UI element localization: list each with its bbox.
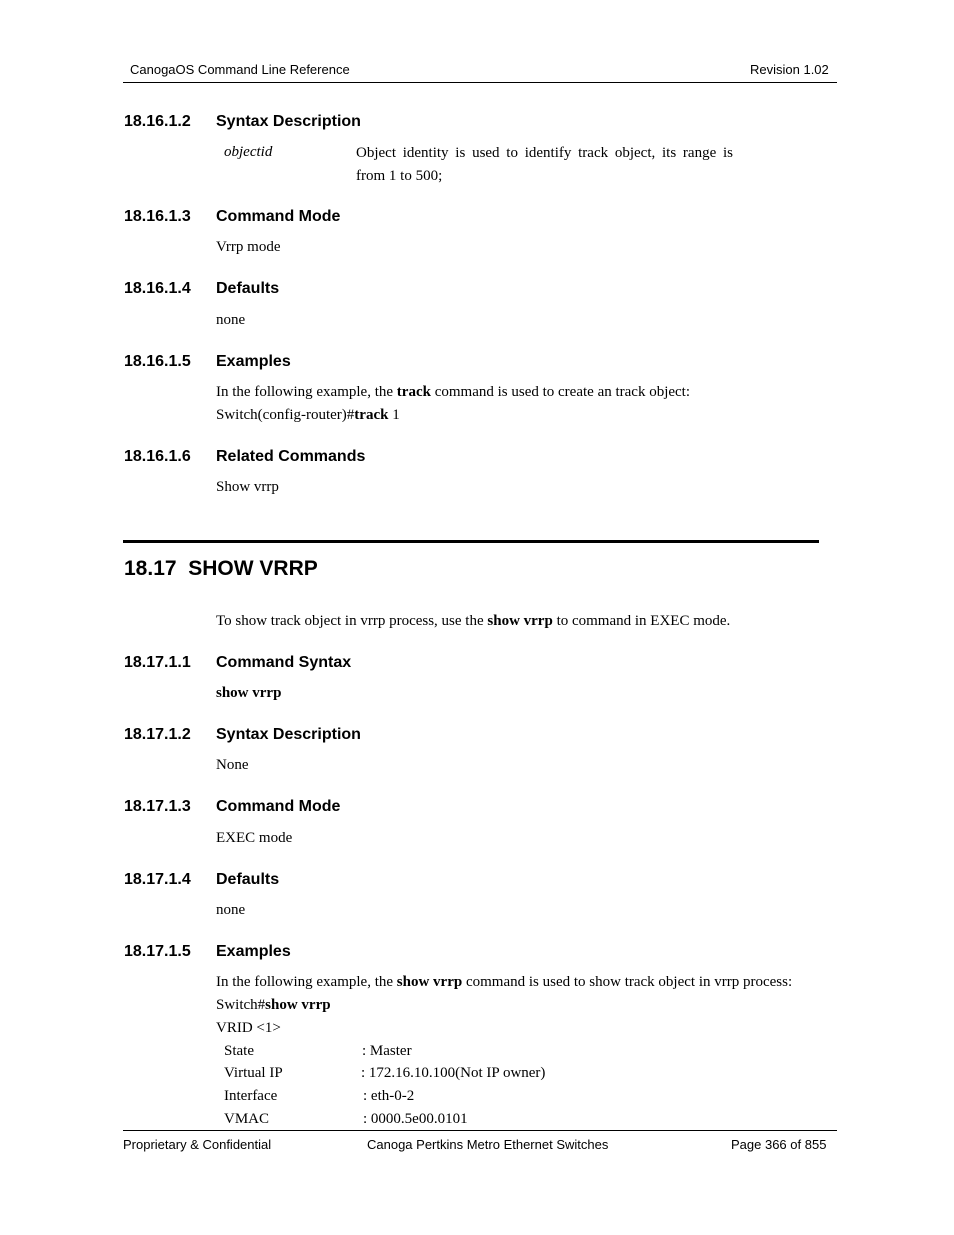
section-number: 18.16.1.5 bbox=[124, 353, 191, 370]
output-value: : Master bbox=[362, 1043, 412, 1059]
section-rule bbox=[123, 540, 819, 543]
output-label: Interface bbox=[224, 1088, 278, 1104]
footer-confidential: Proprietary & Confidential bbox=[123, 1137, 272, 1152]
section-number: 18.17.1.1 bbox=[124, 654, 191, 671]
section-title: Examples bbox=[216, 353, 291, 370]
param-name: objectid bbox=[224, 144, 273, 160]
output-vrid: VRID <1> bbox=[216, 1020, 281, 1036]
section-number: 18.17.1.3 bbox=[124, 798, 191, 815]
output-label: State bbox=[224, 1043, 254, 1059]
output-label: VMAC bbox=[224, 1111, 270, 1127]
section-title: Examples bbox=[216, 943, 291, 960]
header-rule bbox=[123, 82, 837, 83]
section-number: 18.16.1.3 bbox=[124, 208, 191, 225]
section-title: Defaults bbox=[216, 280, 280, 297]
section-title: Syntax Description bbox=[216, 726, 361, 743]
section-title: Syntax Description bbox=[216, 113, 361, 130]
output-value: : 172.16.10.100(Not IP owner) bbox=[361, 1065, 546, 1081]
section-number: 18.17.1.4 bbox=[124, 871, 191, 888]
related-command: Show vrrp bbox=[216, 479, 279, 495]
section-number: 18.17.1.5 bbox=[124, 943, 191, 960]
footer-page-number: Page 366 of 855 bbox=[731, 1137, 827, 1152]
section-title: Command Syntax bbox=[216, 654, 352, 671]
defaults-text: none bbox=[216, 902, 246, 918]
example-intro: In the following example, the track command is used to create an track object: bbox=[216, 384, 691, 400]
section-heading: 18.17 SHOW VRRP bbox=[124, 557, 318, 580]
example-command: Switch(config-router)#track 1 bbox=[216, 407, 400, 423]
footer-company: Canoga Pertkins Metro Ethernet Switches bbox=[367, 1137, 609, 1152]
section-number: 18.17.1.2 bbox=[124, 726, 191, 743]
output-value: : 0000.5e00.0101 bbox=[363, 1111, 468, 1127]
header-title: CanogaOS Command Line Reference bbox=[130, 62, 350, 77]
command-mode-text: Vrrp mode bbox=[216, 239, 281, 255]
section-intro: To show track object in vrrp process, use the show vrrp to command in EXEC mode. bbox=[216, 613, 731, 629]
command-syntax: show vrrp bbox=[216, 685, 282, 701]
command-mode-text: EXEC mode bbox=[216, 830, 293, 846]
section-number: 18.16.1.6 bbox=[124, 448, 191, 465]
section-number: 18.16.1.4 bbox=[124, 280, 191, 297]
header-revision: Revision 1.02 bbox=[750, 62, 829, 77]
syntax-description-text: None bbox=[216, 757, 249, 773]
section-title: Related Commands bbox=[216, 448, 366, 465]
example-command: Switch#show vrrp bbox=[216, 997, 331, 1013]
output-value: : eth-0-2 bbox=[363, 1088, 415, 1104]
param-description: Object identity is used to identify track object, its range is from 1 to 500; bbox=[356, 145, 733, 184]
section-title: Command Mode bbox=[216, 798, 341, 815]
defaults-text: none bbox=[216, 312, 246, 328]
example-intro: In the following example, the show vrrp command is used to show track object in vrrp process: bbox=[216, 974, 793, 990]
section-title: Command Mode bbox=[216, 208, 341, 225]
section-number: 18.16.1.2 bbox=[124, 113, 191, 130]
footer-rule bbox=[123, 1130, 837, 1131]
output-label: Virtual IP bbox=[224, 1065, 283, 1081]
section-title: Defaults bbox=[216, 871, 280, 888]
